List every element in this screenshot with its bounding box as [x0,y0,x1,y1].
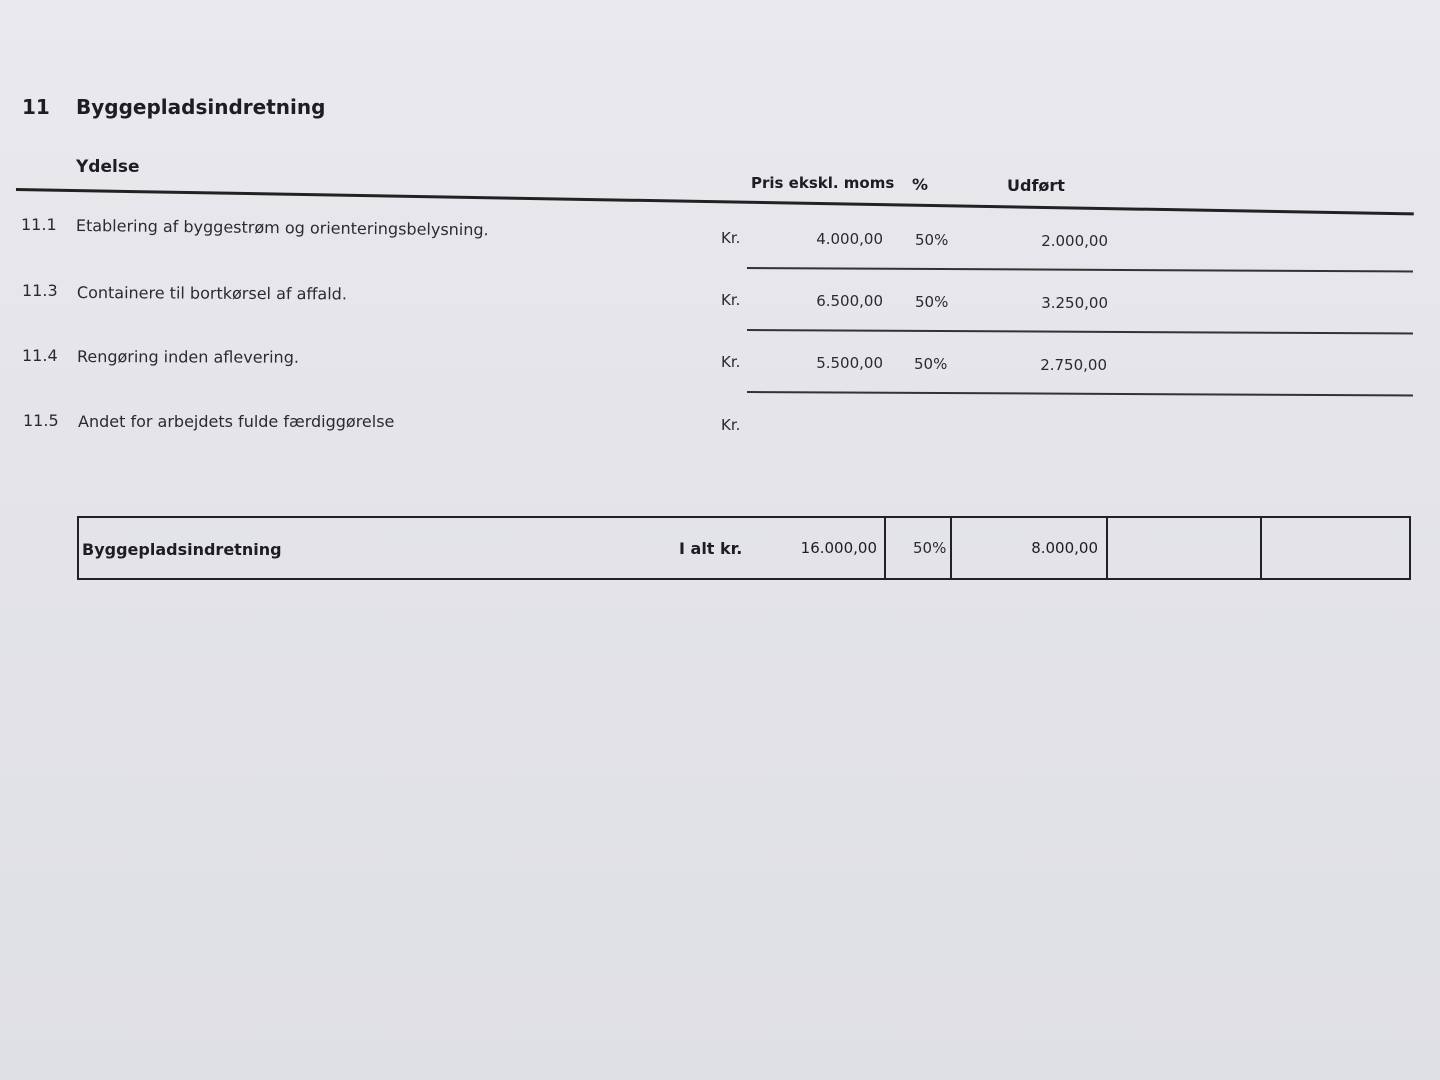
row-description: Etablering af byggestrøm og orienteringsbelysning. [75,216,489,240]
total-label: Byggepladsindretning [82,540,282,559]
row-description: Andet for arbejdets fulde færdiggørelse [78,412,395,431]
row-currency: Kr. [721,229,741,247]
total-ialt-label: I alt kr. [679,539,743,558]
row-number: 11.5 [23,411,59,430]
row-number: 11.4 [22,346,58,365]
row-percent: 50% [915,231,949,249]
total-price: 16.000,00 [800,539,877,557]
header-divider [16,188,1414,215]
row-description: Containere til bortkørsel af affald. [76,283,347,304]
total-cell-divider [884,516,886,579]
total-cell-divider [950,516,952,579]
row-currency: Kr. [721,416,741,434]
row-divider [747,267,1413,272]
row-divider [747,329,1413,334]
row-percent: 50% [914,355,948,373]
row-udfoert: 3.250,00 [1041,294,1108,312]
column-header-percent: % [912,175,929,194]
total-percent: 50% [913,539,947,557]
row-udfoert: 2.750,00 [1040,356,1107,374]
total-cell-divider [1106,516,1108,579]
row-price: 4.000,00 [816,230,883,248]
column-header-pris: Pris ekskl. moms [751,174,895,192]
row-currency: Kr. [721,353,741,371]
section-title: Byggepladsindretning [76,95,326,119]
total-udfoert: 8.000,00 [1031,539,1098,557]
row-number: 11.1 [21,215,57,234]
section-number: 11 [22,95,50,119]
row-currency: Kr. [721,291,741,309]
row-number: 11.3 [22,281,58,300]
row-divider [747,391,1413,396]
column-header-udfoert: Udført [1007,176,1065,195]
total-cell-divider [1260,516,1262,579]
row-price: 6.500,00 [816,292,883,310]
row-percent: 50% [915,293,949,311]
row-udfoert: 2.000,00 [1041,232,1108,250]
row-description: Rengøring inden aflevering. [76,347,299,367]
column-header-ydelse: Ydelse [76,157,140,177]
row-price: 5.500,00 [816,354,883,372]
